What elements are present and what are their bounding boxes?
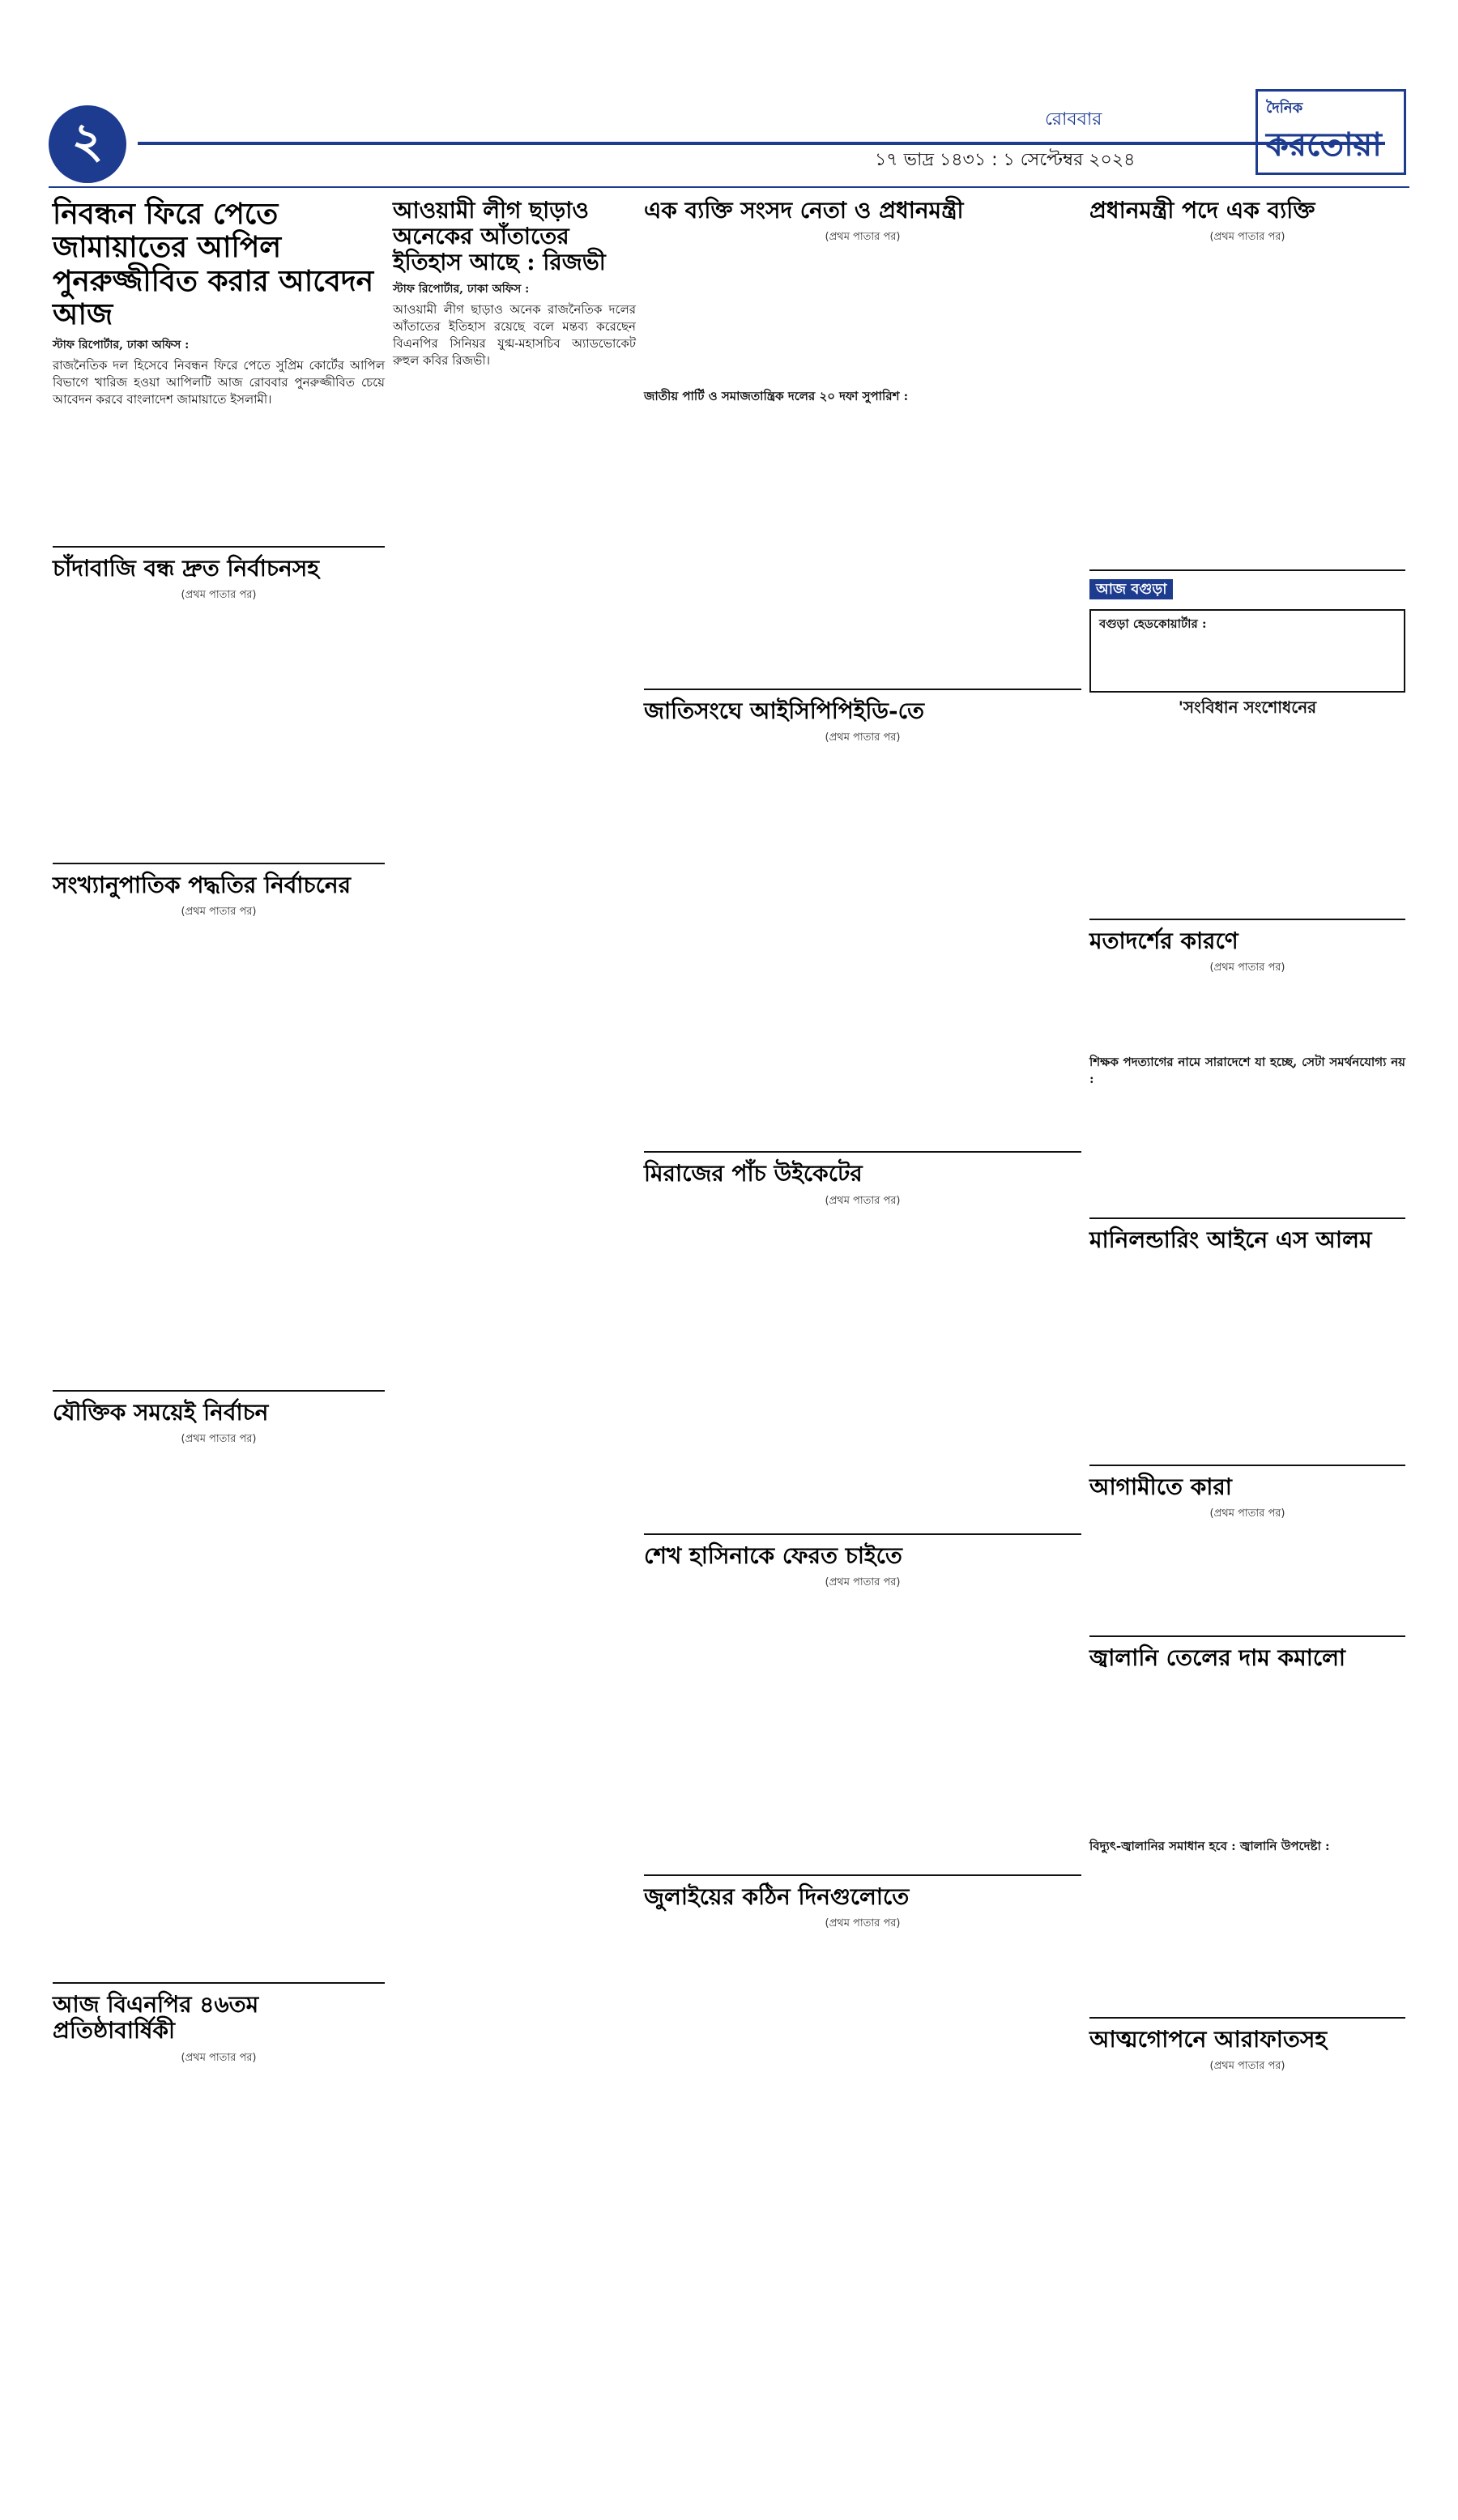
masthead-bottom-rule xyxy=(49,186,1409,188)
headline: আত্মগোপনে আরাফাতসহ xyxy=(1089,2025,1328,2053)
article-body xyxy=(1089,1093,1405,1206)
article-un-icppped xyxy=(644,698,1081,1140)
article-body xyxy=(1089,1527,1405,1624)
continued-label: (প্রথম পাতার পর) xyxy=(825,231,901,244)
box-lead: বগুড়া হেডকোয়ার্টার : xyxy=(1099,616,1207,632)
divider xyxy=(1089,1635,1405,1637)
headline: জুলাইয়ের কঠিন দিনগুলোতে xyxy=(644,1883,910,1910)
article-lead: রাজনৈতিক দল হিসেবে নিবন্ধন ফিরে পেতে সুপ্রিম কোর্টের আপিল বিভাগে খারিজ হওয়া আপিলটি আজ রোববার পুনরুজ্জীবিত চেয়ে আবেদন করবে বাংলাদেশ জামায়াতে ইসলামী। xyxy=(53,357,385,407)
headline: যৌক্তিক সময়েই নির্বাচন xyxy=(53,1398,269,1426)
headline: প্রধানমন্ত্রী পদে এক ব্যক্তি xyxy=(1089,197,1315,224)
continued-label: (প্রথম পাতার পর) xyxy=(181,588,257,601)
article-hasina-return xyxy=(644,1543,1081,1863)
article-subhead: জাতীয় পার্টি ও সমাজতান্ত্রিক দলের ২০ দফা সুপারিশ : xyxy=(644,389,909,404)
article-body xyxy=(53,608,385,851)
continued-label: (প্রথম পাতার পর) xyxy=(181,2051,257,2064)
headline: আগামীতে কারা xyxy=(1089,1473,1232,1500)
divider xyxy=(53,1390,385,1392)
section-kicker: আজ বগুড়া xyxy=(1089,579,1173,599)
headline: মিরাজের পাঁচ উইকেটের xyxy=(644,1160,863,1188)
logo-small-text: দৈনিক xyxy=(1266,100,1303,117)
headline: জাতিসংঘে আইসিপিপিইডি-তে xyxy=(644,697,924,725)
headline: আওয়ামী লীগ ছাড়াও অনেকের আঁতাতের ইতিহাস আছে : রিজভী xyxy=(393,197,606,276)
article-body xyxy=(53,2071,385,2509)
continued-label: (প্রথম পাতার পর) xyxy=(1209,231,1285,244)
article-proportional-election xyxy=(53,872,385,1379)
divider xyxy=(53,1982,385,1984)
article-body xyxy=(1089,250,1405,558)
divider xyxy=(1089,919,1405,920)
column-1 xyxy=(53,194,385,2520)
article-one-person-pm xyxy=(644,198,1081,677)
article-body xyxy=(1089,1860,1405,2006)
pull-quote: 'সংবিধান সংশোধনের xyxy=(1178,697,1317,718)
continued-label: (প্রথম পাতার পর) xyxy=(1209,2060,1285,2073)
article-subhead: শিক্ষক পদত্যাগের নামে সারাদেশে যা হচ্ছে, সেটা সমর্থনযোগ্য নয় : xyxy=(1089,1055,1405,1087)
divider xyxy=(53,863,385,864)
article-body xyxy=(1089,1259,1405,1453)
article-july-days xyxy=(644,1884,1081,2342)
article-body xyxy=(53,1452,385,1971)
article-body xyxy=(644,1937,1081,2342)
headline: জ্বালানি তেলের দাম কমালো xyxy=(1089,1644,1346,1671)
divider xyxy=(644,1151,1081,1153)
article-future-who xyxy=(1089,1474,1405,1624)
article-body xyxy=(644,1214,1081,1522)
article-pm-post xyxy=(1089,198,1405,558)
article-body xyxy=(644,751,1081,1140)
headline: চাঁদাবাজি বন্ধ দ্রুত নির্বাচনসহ xyxy=(53,554,319,582)
article-arafat-hiding xyxy=(1089,2027,1405,2347)
logo-main-text: করতোয়া xyxy=(1266,126,1382,164)
article-jamaat-appeal xyxy=(53,198,385,535)
bogura-box xyxy=(1089,609,1405,693)
page-number-badge: ২ xyxy=(49,105,126,183)
article-body xyxy=(644,250,1081,388)
article-money-laundering xyxy=(1089,1227,1405,1452)
continued-label: (প্রথম পাতার পর) xyxy=(825,731,901,744)
headline: আজ বিএনপির ৪৬তম প্রতিষ্ঠাবার্ষিকী xyxy=(53,1991,259,2045)
continued-label: (প্রথম পাতার পর) xyxy=(1209,962,1285,974)
divider xyxy=(1089,2017,1405,2019)
article-bogura-box xyxy=(1089,579,1405,907)
column-3 xyxy=(644,194,1081,2353)
article-ideology xyxy=(1089,928,1405,1206)
article-body xyxy=(53,413,385,535)
column-2 xyxy=(393,194,636,1260)
article-lead: আওয়ামী লীগ ছাড়াও অনেক রাজনৈতিক দলের আঁতাতের ইতিহাস রয়েছে বলে মন্তব্য করেছেন বিএনপির সিনিয়র যুগ্ম-মহাসচিব অ্যাডভোকেট রুহুল কবির রিজভী। xyxy=(393,301,636,368)
continued-label: (প্রথম পাতার পর) xyxy=(825,1576,901,1588)
byline: স্টাফ রিপোর্টার, ঢাকা অফিস : xyxy=(53,338,190,352)
continued-label: (প্রথম পাতার পর) xyxy=(825,1194,901,1207)
article-reasonable-election xyxy=(53,1400,385,1971)
article-miraz-wickets xyxy=(644,1161,1081,1521)
continued-label: (প্রথম পাতার পর) xyxy=(181,905,257,918)
divider xyxy=(1089,569,1405,571)
headline: সংখ্যানুপাতিক পদ্ধতির নির্বাচনের xyxy=(53,871,351,898)
headline: মতাদর্শের কারণে xyxy=(1089,927,1238,955)
masthead-rule xyxy=(138,142,1385,145)
continued-label: (প্রথম পাতার পর) xyxy=(825,1917,901,1929)
divider xyxy=(644,689,1081,690)
article-body xyxy=(1089,2079,1405,2347)
masthead xyxy=(0,0,1458,190)
headline: এক ব্যক্তি সংসদ নেতা ও প্রধানমন্ত্রী xyxy=(644,197,964,224)
newspaper-logo xyxy=(1256,89,1406,175)
divider xyxy=(53,546,385,548)
divider xyxy=(644,1874,1081,1876)
article-body xyxy=(393,374,636,1249)
article-body xyxy=(53,925,385,1379)
byline: স্টাফ রিপোর্টার, ঢাকা অফিস : xyxy=(393,282,530,296)
article-body xyxy=(1089,721,1405,907)
box-body xyxy=(1099,637,1396,686)
article-rizvi xyxy=(393,198,636,1249)
divider xyxy=(1089,1217,1405,1219)
continued-label: (প্রথম পাতার পর) xyxy=(181,1433,257,1446)
article-body xyxy=(1089,981,1405,1054)
divider xyxy=(1089,1465,1405,1466)
day-label: রোববার xyxy=(1045,109,1102,130)
column-4 xyxy=(1089,194,1405,2358)
article-body xyxy=(644,1596,1081,1863)
headline: শেখ হাসিনাকে ফেরত চাইতে xyxy=(644,1541,902,1569)
date-line: ১৭ ভাদ্র ১৪৩১ : ১ সেপ্টেম্বর ২০২৪ xyxy=(875,150,1136,170)
article-subhead: বিদ্যুৎ-জ্বালানির সমাধান হবে : জ্বালানি উপদেষ্টা : xyxy=(1089,1838,1330,1853)
divider xyxy=(644,1533,1081,1535)
article-body xyxy=(644,410,1081,677)
article-body xyxy=(1089,1676,1405,1838)
continued-label: (প্রথম পাতার পর) xyxy=(1209,1507,1285,1520)
headline: মানিলন্ডারিং আইনে এস আলম xyxy=(1089,1226,1372,1254)
article-fuel-price xyxy=(1089,1645,1405,2006)
article-extortion xyxy=(53,556,385,851)
article-bnp-anniversary xyxy=(53,1992,385,2508)
headline: নিবন্ধন ফিরে পেতে জামায়াতের আপিল পুনরুজ্জীবিত করার আবেদন আজ xyxy=(53,197,374,332)
